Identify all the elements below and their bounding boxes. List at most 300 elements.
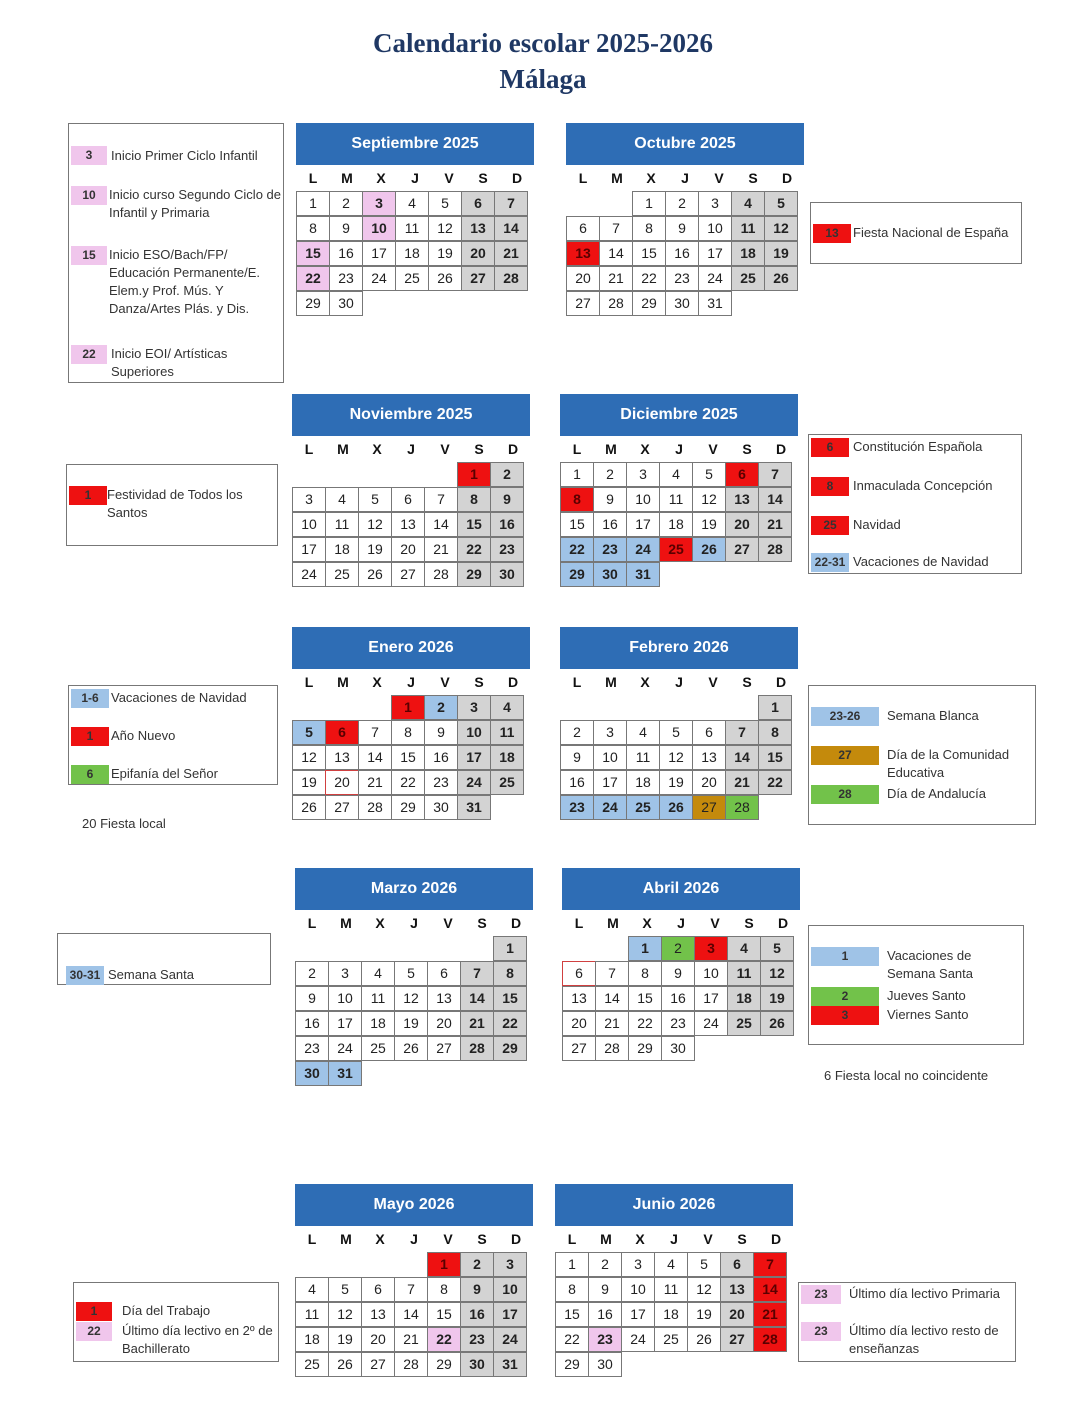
day-cell: 20: [427, 1011, 461, 1036]
day-cell: 24: [457, 770, 491, 795]
day-cell: 16: [460, 1302, 494, 1327]
day-cell: 20: [566, 266, 600, 291]
day-cell: 2: [593, 462, 627, 487]
day-cell: 5: [292, 720, 326, 745]
day-cell: 9: [490, 487, 524, 512]
day-cell: 12: [394, 986, 428, 1011]
day-cell: 29: [391, 795, 425, 820]
week-row: [560, 720, 798, 745]
day-cell: 9: [424, 720, 458, 745]
day-cell: 29: [427, 1352, 461, 1377]
legend-swatch: 1-6: [71, 689, 109, 708]
day-cell: 25: [727, 1011, 761, 1036]
legend-text: Viernes Santo: [887, 1007, 969, 1022]
empty-cell: [361, 936, 395, 961]
day-cell: 24: [593, 795, 627, 820]
day-cell: 2: [460, 1252, 494, 1277]
day-cell: 21: [725, 770, 759, 795]
weekday-label: X: [372, 441, 382, 457]
weekday-label: S: [742, 674, 752, 690]
week-row: [292, 745, 530, 770]
empty-cell: [626, 695, 660, 720]
note-local-holiday-april: 6 Fiesta local no coincidente: [824, 1068, 989, 1083]
week-row: [292, 537, 530, 562]
day-cell: 23: [588, 1327, 622, 1352]
day-cell: 17: [694, 986, 728, 1011]
week-row: [555, 1302, 793, 1327]
day-cell: 17: [493, 1302, 527, 1327]
day-cell: 2: [665, 191, 699, 216]
day-cell: 5: [358, 487, 392, 512]
day-cell: 12: [328, 1302, 362, 1327]
day-cell: 15: [493, 986, 527, 1011]
day-cell: 16: [593, 512, 627, 537]
month-grid: [555, 1252, 793, 1377]
empty-cell: [391, 462, 425, 487]
week-row: [562, 1011, 800, 1036]
day-cell: 2: [295, 961, 329, 986]
day-cell: 6: [427, 961, 461, 986]
day-cell: 6: [325, 720, 359, 745]
day-cell: 11: [295, 1302, 329, 1327]
day-cell: 10: [694, 961, 728, 986]
day-cell: 13: [427, 986, 461, 1011]
weekday-label: V: [443, 1231, 453, 1247]
weekday-label: S: [478, 170, 488, 186]
day-cell: 23: [490, 537, 524, 562]
legend-swatch: 13: [813, 224, 851, 243]
legend-text: Último día lectivo Primaria: [849, 1286, 1000, 1301]
legend-text: Día del Trabajo: [122, 1303, 211, 1318]
day-cell: 9: [588, 1277, 622, 1302]
week-row: [296, 266, 534, 291]
day-cell: 5: [687, 1252, 721, 1277]
day-cell: 10: [621, 1277, 655, 1302]
day-cell: 8: [391, 720, 425, 745]
month-march: [295, 868, 533, 1086]
weekday-label: S: [737, 1231, 747, 1247]
day-cell: 11: [361, 986, 395, 1011]
legend-text: Semana Blanca: [887, 708, 979, 723]
weekday-label: D: [507, 674, 519, 690]
month-title: Marzo 2026: [295, 868, 533, 910]
day-cell: 28: [424, 562, 458, 587]
day-cell: 3: [593, 720, 627, 745]
day-cell: 26: [394, 1036, 428, 1061]
week-row: [555, 1252, 793, 1277]
week-row: [560, 512, 798, 537]
legend-swatch: 25: [811, 516, 849, 535]
weekday-label: X: [375, 915, 385, 931]
day-cell: 4: [659, 462, 693, 487]
day-cell: 18: [654, 1302, 688, 1327]
day-cell: 12: [692, 487, 726, 512]
empty-cell: [358, 695, 392, 720]
day-cell: 11: [654, 1277, 688, 1302]
weekday-label: S: [744, 915, 754, 931]
day-cell: 30: [588, 1352, 622, 1377]
empty-cell: [599, 191, 633, 216]
day-cell: 1: [628, 936, 662, 961]
day-cell: 3: [694, 936, 728, 961]
day-cell: 23: [329, 266, 363, 291]
day-cell: 13: [566, 241, 600, 266]
day-cell: 7: [460, 961, 494, 986]
legend-text: Vacaciones de Semana Santa: [887, 948, 974, 981]
weekday-header: [560, 436, 798, 462]
weekday-header: [295, 1226, 533, 1252]
day-cell: 7: [424, 487, 458, 512]
day-cell: 10: [292, 512, 326, 537]
day-cell: 6: [562, 961, 596, 986]
day-cell: 14: [394, 1302, 428, 1327]
week-row: [295, 936, 533, 961]
weekday-label: V: [710, 915, 720, 931]
day-cell: 11: [626, 745, 660, 770]
weekday-label: L: [307, 915, 317, 931]
day-cell: 19: [328, 1327, 362, 1352]
weekday-label: S: [748, 170, 758, 186]
weekday-label: M: [611, 170, 623, 186]
note-local-holiday: 20 Fiesta local: [82, 816, 166, 831]
weekday-header: [566, 165, 804, 191]
day-cell: 17: [698, 241, 732, 266]
legend-april: [808, 925, 1024, 1045]
day-cell: 23: [424, 770, 458, 795]
day-cell: 3: [362, 191, 396, 216]
empty-cell: [460, 936, 494, 961]
weekday-label: L: [572, 441, 582, 457]
day-cell: 30: [490, 562, 524, 587]
week-row: [292, 770, 530, 795]
weekday-label: L: [574, 915, 584, 931]
day-cell: 19: [358, 537, 392, 562]
legend-february: [808, 685, 1036, 825]
empty-cell: [395, 291, 429, 316]
legend-text: Navidad: [853, 517, 901, 532]
day-cell: 5: [760, 936, 794, 961]
weekday-label: X: [376, 170, 386, 186]
day-cell: 8: [457, 487, 491, 512]
day-cell: 25: [395, 266, 429, 291]
day-cell: 19: [659, 770, 693, 795]
day-cell: 22: [493, 1011, 527, 1036]
day-cell: 30: [295, 1061, 329, 1086]
legend-november: [66, 464, 278, 546]
empty-cell: [692, 695, 726, 720]
day-cell: 24: [621, 1327, 655, 1352]
empty-cell: [325, 695, 359, 720]
week-row: [292, 720, 530, 745]
week-row: [560, 695, 798, 720]
empty-cell: [292, 695, 326, 720]
day-cell: 1: [632, 191, 666, 216]
weekday-label: M: [607, 915, 619, 931]
day-cell: 5: [692, 462, 726, 487]
day-cell: 31: [328, 1061, 362, 1086]
day-cell: 8: [296, 216, 330, 241]
day-cell: 1: [758, 695, 792, 720]
legend-text: Inicio ESO/Bach/FP/ Educación Permanente/E. Elem.y Prof. Mús. Y Danza/Artes Plás. y Dis.: [109, 247, 261, 316]
legend-text: Epifanía del Señor: [111, 766, 218, 781]
weekday-label: J: [670, 1231, 678, 1247]
weekday-header: [296, 165, 534, 191]
weekday-label: M: [600, 1231, 612, 1247]
day-cell: 25: [654, 1327, 688, 1352]
page-title: Calendario escolar 2025-2026: [373, 28, 713, 58]
day-cell: 27: [692, 795, 726, 820]
day-cell: 14: [358, 745, 392, 770]
day-cell: 23: [460, 1327, 494, 1352]
legend-text: Inmaculada Concepción: [853, 478, 993, 493]
day-cell: 7: [725, 720, 759, 745]
day-cell: 21: [424, 537, 458, 562]
legend-text: Inicio EOI/ Artísticas Superiores: [111, 346, 228, 379]
weekday-label: X: [372, 674, 382, 690]
day-cell: 21: [494, 241, 528, 266]
weekday-label: D: [510, 1231, 522, 1247]
empty-cell: [427, 1061, 461, 1086]
week-row: [295, 1252, 533, 1277]
weekday-label: L: [304, 441, 314, 457]
weekday-label: M: [340, 915, 352, 931]
legend-swatch: 10: [71, 186, 107, 205]
day-cell: 19: [292, 770, 326, 795]
week-row: [295, 1302, 533, 1327]
day-cell: 20: [391, 537, 425, 562]
day-cell: 16: [295, 1011, 329, 1036]
day-cell: 31: [626, 562, 660, 587]
week-row: [292, 487, 530, 512]
day-cell: 31: [493, 1352, 527, 1377]
day-cell: 25: [295, 1352, 329, 1377]
legend-june: [798, 1282, 1016, 1362]
weekday-label: J: [677, 915, 685, 931]
week-row: [292, 462, 530, 487]
day-cell: 19: [692, 512, 726, 537]
day-cell: 11: [490, 720, 524, 745]
empty-cell: [659, 695, 693, 720]
week-row: [295, 1277, 533, 1302]
week-row: [560, 462, 798, 487]
legend-text: Vacaciones de Navidad: [111, 690, 247, 705]
day-cell: 23: [295, 1036, 329, 1061]
month-title: Febrero 2026: [560, 627, 798, 669]
day-cell: 25: [731, 266, 765, 291]
weekday-label: M: [341, 170, 353, 186]
day-cell: 14: [494, 216, 528, 241]
empty-cell: [659, 562, 693, 587]
weekday-label: X: [635, 1231, 645, 1247]
day-cell: 27: [566, 291, 600, 316]
day-cell: 14: [725, 745, 759, 770]
legend-may: [73, 1282, 279, 1362]
day-cell: 27: [361, 1352, 395, 1377]
day-cell: 11: [659, 487, 693, 512]
day-cell: 15: [296, 241, 330, 266]
month-title: Mayo 2026: [295, 1184, 533, 1226]
legend-text: Festividad de Todos los Santos: [107, 487, 243, 520]
day-cell: 25: [659, 537, 693, 562]
day-cell: 19: [760, 986, 794, 1011]
day-cell: 20: [361, 1327, 395, 1352]
week-row: [295, 1011, 533, 1036]
day-cell: 11: [727, 961, 761, 986]
day-cell: 6: [720, 1252, 754, 1277]
day-cell: 14: [460, 986, 494, 1011]
day-cell: 13: [725, 487, 759, 512]
day-cell: 9: [661, 961, 695, 986]
day-cell: 23: [593, 537, 627, 562]
empty-cell: [394, 1252, 428, 1277]
weekday-label: X: [642, 915, 652, 931]
day-cell: 21: [394, 1327, 428, 1352]
day-cell: 30: [665, 291, 699, 316]
day-cell: 25: [626, 795, 660, 820]
day-cell: 28: [599, 291, 633, 316]
day-cell: 2: [560, 720, 594, 745]
day-cell: 6: [725, 462, 759, 487]
month-grid: [295, 936, 533, 1086]
day-cell: 22: [758, 770, 792, 795]
empty-cell: [720, 1352, 754, 1377]
month-june: [555, 1184, 793, 1377]
month-january: [292, 627, 530, 820]
empty-cell: [424, 462, 458, 487]
legend-text: Semana Santa: [108, 967, 195, 982]
week-row: [566, 191, 804, 216]
month-title: Diciembre 2025: [560, 394, 798, 436]
month-december: [560, 394, 798, 587]
day-cell: 22: [555, 1327, 589, 1352]
day-cell: 10: [593, 745, 627, 770]
day-cell: 28: [725, 795, 759, 820]
day-cell: 22: [560, 537, 594, 562]
day-cell: 5: [328, 1277, 362, 1302]
day-cell: 18: [490, 745, 524, 770]
day-cell: 16: [490, 512, 524, 537]
weekday-label: D: [507, 441, 519, 457]
day-cell: 16: [424, 745, 458, 770]
day-cell: 7: [753, 1252, 787, 1277]
weekday-header: [555, 1226, 793, 1252]
legend-swatch: 3: [71, 146, 107, 165]
weekday-label: V: [708, 441, 718, 457]
weekday-header: [292, 436, 530, 462]
day-cell: 9: [295, 986, 329, 1011]
legend-swatch: 1: [69, 486, 107, 505]
weekday-label: J: [410, 1231, 418, 1247]
week-row: [555, 1352, 793, 1377]
day-cell: 28: [494, 266, 528, 291]
day-cell: 10: [626, 487, 660, 512]
day-cell: 8: [427, 1277, 461, 1302]
week-row: [560, 770, 798, 795]
day-cell: 6: [566, 216, 600, 241]
day-cell: 15: [457, 512, 491, 537]
day-cell: 18: [626, 770, 660, 795]
week-row: [295, 1036, 533, 1061]
empty-cell: [760, 1036, 794, 1061]
week-row: [295, 986, 533, 1011]
weekday-label: L: [307, 1231, 317, 1247]
day-cell: 21: [599, 266, 633, 291]
week-row: [562, 986, 800, 1011]
day-cell: 29: [296, 291, 330, 316]
day-cell: 13: [325, 745, 359, 770]
weekday-label: V: [714, 170, 724, 186]
day-cell: 20: [562, 1011, 596, 1036]
day-cell: 1: [560, 462, 594, 487]
empty-cell: [731, 291, 765, 316]
legend-swatch: 27: [811, 746, 879, 765]
month-october: [566, 123, 804, 316]
day-cell: 14: [599, 241, 633, 266]
day-cell: 27: [461, 266, 495, 291]
week-row: [562, 936, 800, 961]
empty-cell: [493, 1061, 527, 1086]
day-cell: 7: [758, 462, 792, 487]
week-row: [296, 241, 534, 266]
day-cell: 24: [626, 537, 660, 562]
month-september: [296, 123, 534, 316]
month-title: Abril 2026: [562, 868, 800, 910]
month-title: Enero 2026: [292, 627, 530, 669]
empty-cell: [362, 291, 396, 316]
day-cell: 6: [461, 191, 495, 216]
day-cell: 14: [424, 512, 458, 537]
day-cell: 15: [758, 745, 792, 770]
day-cell: 6: [692, 720, 726, 745]
empty-cell: [427, 936, 461, 961]
day-cell: 16: [661, 986, 695, 1011]
day-cell: 22: [628, 1011, 662, 1036]
weekday-header: [560, 669, 798, 695]
day-cell: 27: [720, 1327, 754, 1352]
week-row: [296, 191, 534, 216]
week-row: [292, 562, 530, 587]
weekday-label: D: [781, 170, 793, 186]
legend-swatch: 22: [71, 345, 107, 364]
month-title: Octubre 2025: [566, 123, 804, 165]
empty-cell: [692, 562, 726, 587]
day-cell: 10: [698, 216, 732, 241]
empty-cell: [460, 1061, 494, 1086]
weekday-label: X: [640, 441, 650, 457]
week-row: [555, 1327, 793, 1352]
day-cell: 10: [362, 216, 396, 241]
weekday-label: V: [444, 170, 454, 186]
day-cell: 15: [632, 241, 666, 266]
day-cell: 15: [391, 745, 425, 770]
day-cell: 2: [661, 936, 695, 961]
weekday-label: D: [775, 674, 787, 690]
page-subtitle: Málaga: [499, 64, 587, 94]
month-grid: [295, 1252, 533, 1377]
day-cell: 17: [457, 745, 491, 770]
empty-cell: [328, 1252, 362, 1277]
day-cell: 12: [687, 1277, 721, 1302]
day-cell: 2: [329, 191, 363, 216]
day-cell: 18: [361, 1011, 395, 1036]
day-cell: 18: [727, 986, 761, 1011]
day-cell: 11: [395, 216, 429, 241]
day-cell: 20: [461, 241, 495, 266]
empty-cell: [595, 936, 629, 961]
weekday-header: [292, 669, 530, 695]
weekday-label: M: [337, 674, 349, 690]
empty-cell: [361, 1061, 395, 1086]
